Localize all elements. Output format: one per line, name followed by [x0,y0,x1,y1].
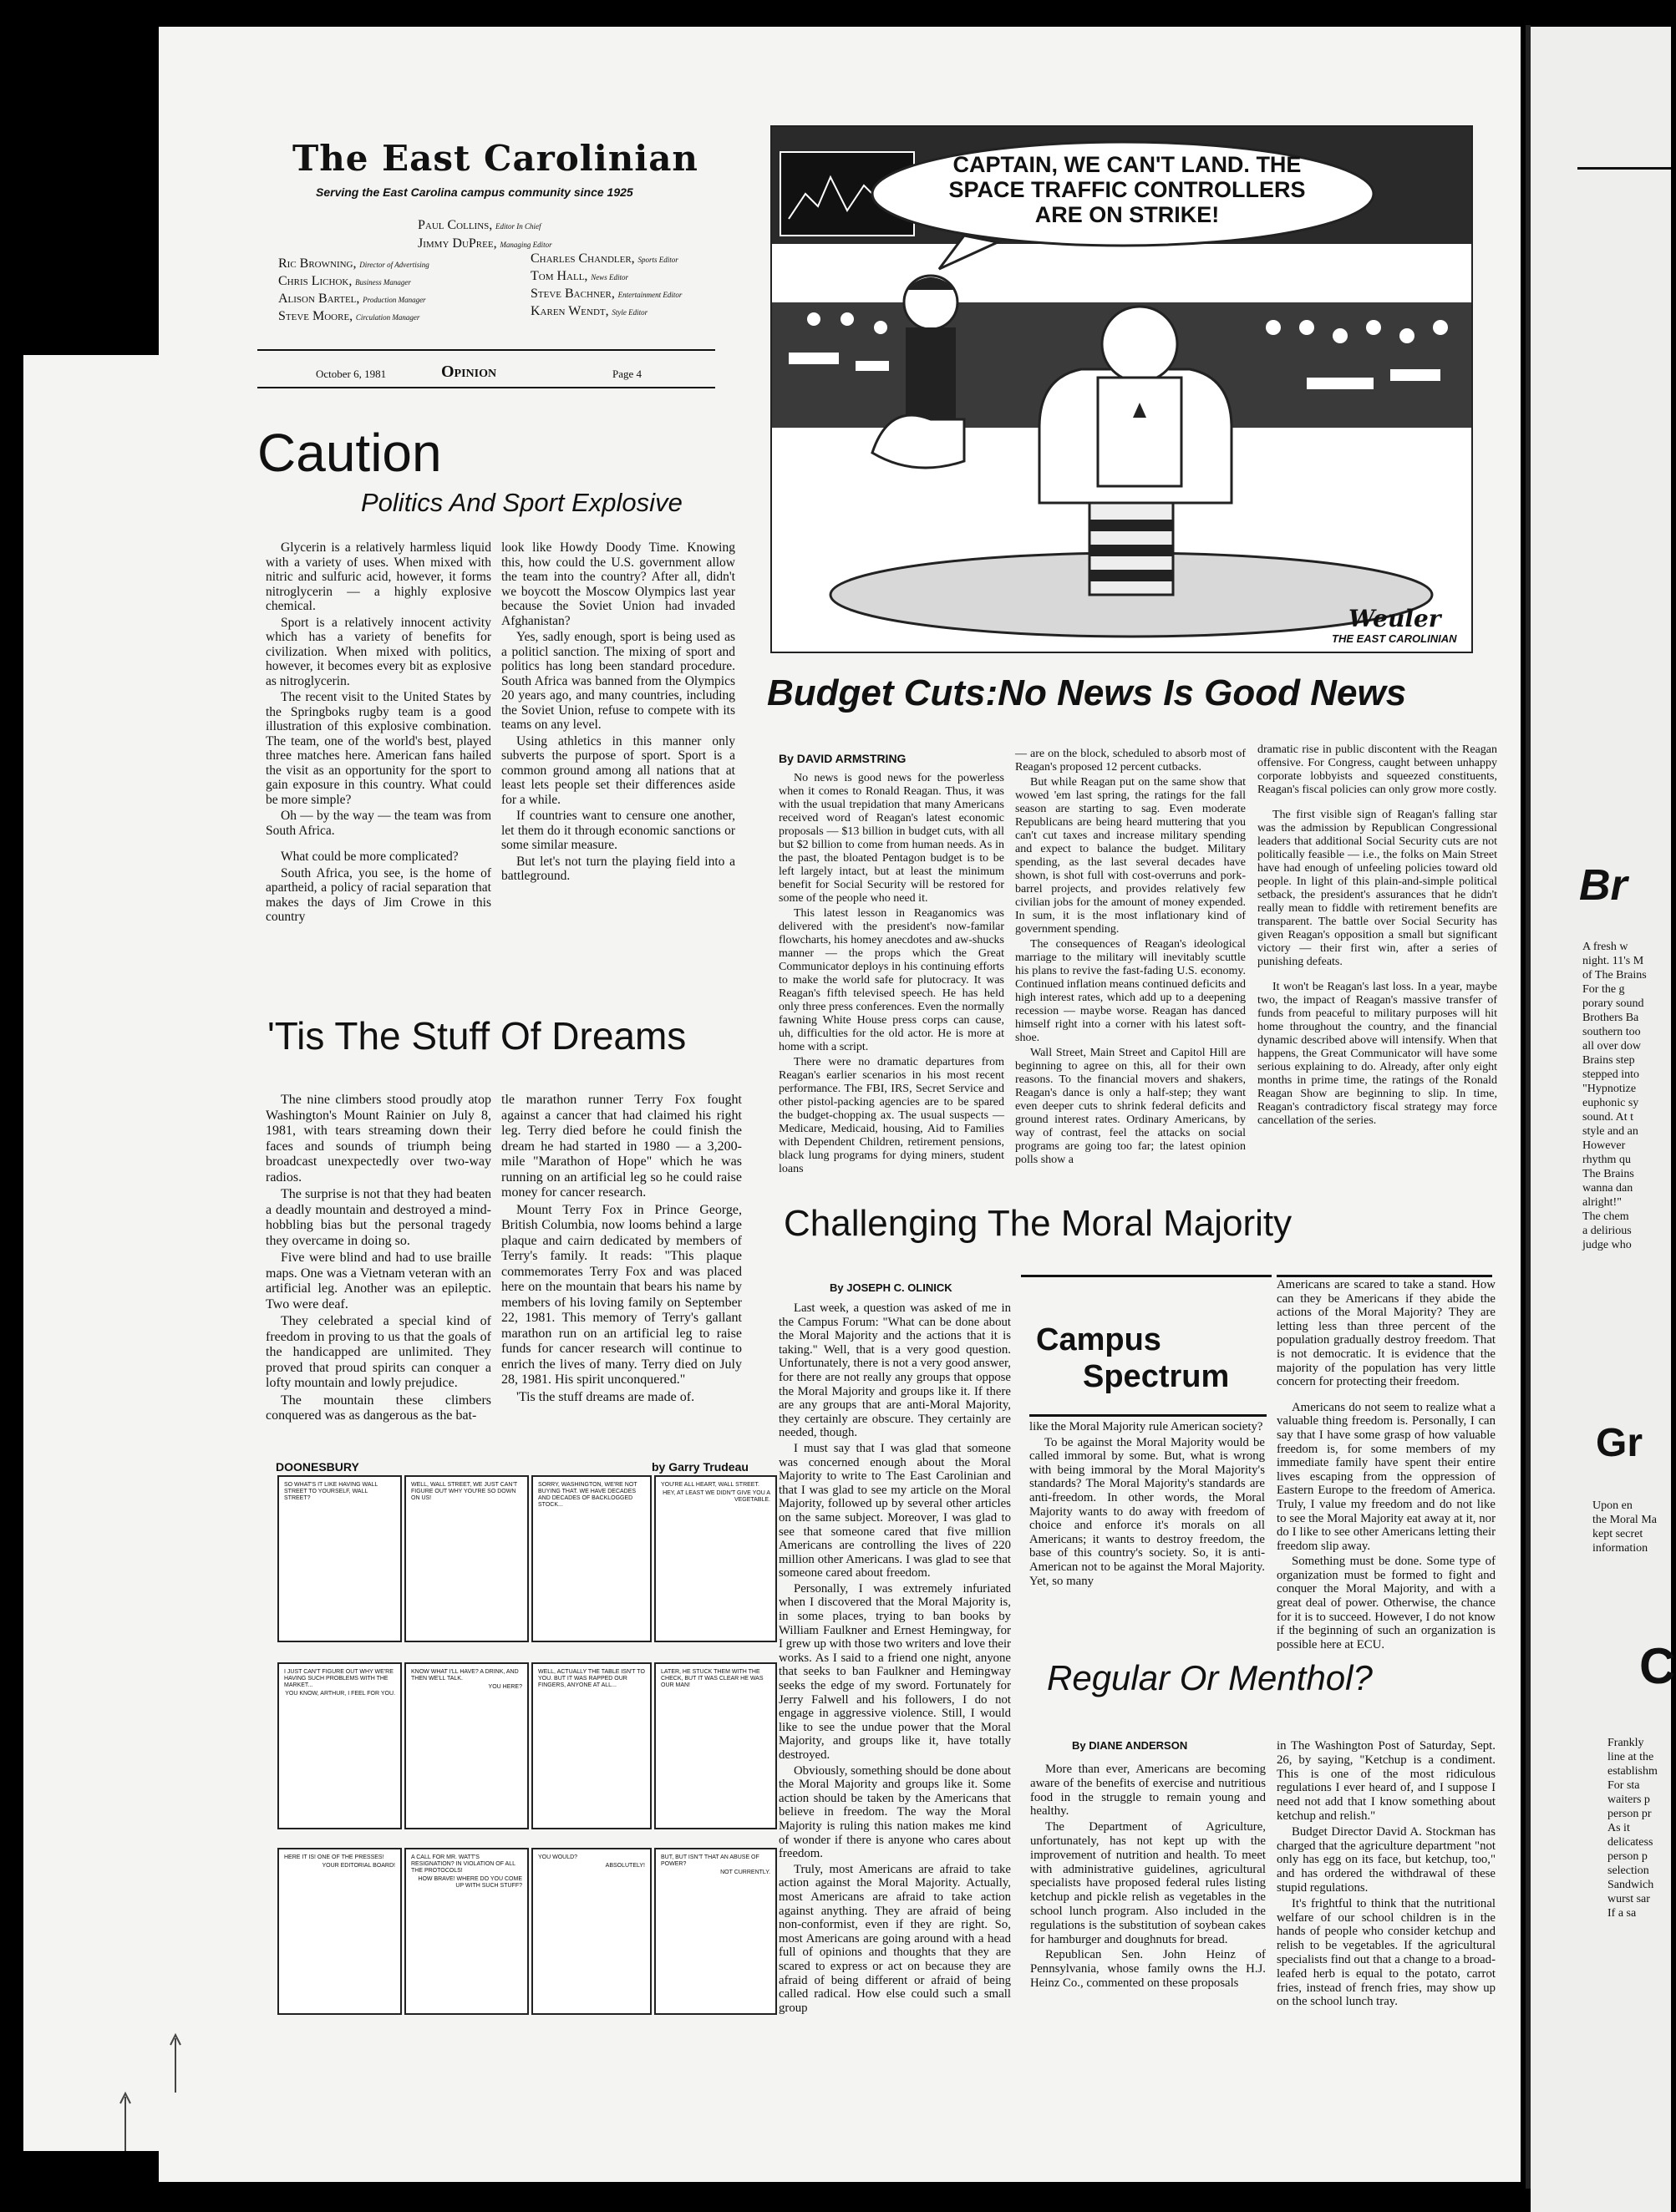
editorial-cartoon [770,125,1473,653]
cartoon-signature: Weuler [1348,605,1441,632]
moral-col-2: like the Moral Majority rule American society? To be against the Moral Majority would be called immoral by some. But, what is wrong with being immoral by the Moral Majority's standards? The Moral Majority's standards are anti-freedom. In other words, the Moral Majority wants to do away with freedom of choice and enforce it's morals on all Americans; it wants to destroy freedom, the base of this country's society. So, it is anti-American not to be against the Moral Majority. Yet, so many [1029,1420,1265,1588]
next-fragments-2: Upon en the Moral Ma kept secret information [1592,1499,1657,1555]
next-headline-2: Gr [1596,1421,1643,1465]
editor-chief: Paul Collins, Editor In Chief [418,218,541,232]
caution-col-1: Glycerin is a relatively harmless liquid with a variety of uses. When mixed with nitric and sulfuric acid, however, it forms nitroglycerin — a highly explosive chemical. Sport is a relatively innocent activity which has a variety of benefits for civilization. When mixed with politics, however, it becomes every bit as explosive as nitroglycerin. The recent visit to the United States by the Springboks rugby team is a good illustration of this explosive combination. The team, one of the world's best, played three matches here. American fans hailed the visit as an opportunity for the sport to gain exposure in this country. What could be more simple? Oh — by the way — the team was from South Africa. What could be more complicated? South Africa, you see, is the home of apartheid, a policy of racial separation that makes the days of Jim Crowe in this country [266,540,491,924]
strip2-panel: KNOW WHAT I'LL HAVE? A DRINK, AND THEN WE'LL TALK. YOU HERE? [404,1662,529,1829]
strip2-panel: LATER, HE STUCK THEM WITH THE CHECK, BUT IT WAS CLEAR HE WAS OUR MAN! [654,1662,777,1829]
next-fragments-3: Frankly line at the establishm For sta waiters p person pr As it delicatess person p selection Sandwich wurst sar If a sa [1607,1737,1658,1920]
menthol-title: Regular Or Menthol? [1047,1658,1373,1697]
menthol-col-2: in The Washington Post of Saturday, Sept. 26, by saying, "Ketchup is a condiment. This is one of the most ridiculous regulations I ever heard of, and I suppose I need not add that I know something about ketchup and relish." Budget Director David A. Stockman has charged that the agriculture department "not only has egg on its face, but ketchup, too," and has ordered the withdrawal of these stupid regulations. It's frightful to think that the nutritional welfare of our school children is in the hands of people who consider ketchup and relish to be vegetables. If the agricultural specialists find out that a change to a broad-leafed herb is equal to the potato, carrot fries, instead of french fries, may show up on the school lunch tray. [1277,1739,1496,2009]
arrow-up-icon [159,2030,192,2097]
strip3-panel: BUT, BUT ISN'T THAT AN ABUSE OF POWER? NOT CURRENTLY. [654,1848,777,2015]
strip3-panel: A CALL FOR MR. WATT'S RESIGNATION? IN VIOLATION OF ALL THE PROTOCOLS! HOW BRAVE! WHERE DO YOU COME UP WITH SUCH STUFF? [404,1848,529,2015]
caution-col-2: look like Howdy Doody Time. Knowing this, how could the U.S. government allow the team into the country? After all, didn't we boycott the Moscow Olympics last year because the Soviet Union had invaded Afghanistan? Yes, sadly enough, sport is being used as a politicl sanction. The mixing of sport and politics has long been standard procedure. South Africa was banned from the Olympics 20 years ago, and many countries, including the Soviet Union, refuse to compete with its teams on any level. Using athletics in this manner only subverts the purpose of sport. Sport is a common ground among all nations that at least lets people set their differences aside for a while. If countries want to censure one another, let them do it through economic sanctions or some similar measure. But let's not turn the playing field into a battleground. [501,540,735,883]
strip1-panel: SORRY, WASHINGTON, WE'RE NOT BUYING THAT. WE HAVE DECADES AND DECADES OF BACKLOGGED STOCK... [531,1475,652,1642]
moral-col-1: Last week, a question was asked of me in the Campus Forum: "What can be done about the Moral Majority and the actions that it is taking." Well, that is a very good question. Unfortunately, there is not a very good answer, for there are not really any groups that oppose the Moral Majority and groups like it. If there are any groups that are anti-Moral Majority, they certainly are obscure. They certainly are needed, though. I must say that I was glad that someone was concerned enough about the Moral Majority to write to The East Carolinian and that I was glad to see my article on the Moral Majority, followed up by several other articles on the same subject. Moreover, I was glad to see that someone cared that five million Americans are controlling the lives of 220 million other Americans. I was glad to see that someone cared about freedom. Personally, I was extremely infuriated when I discovered that the Moral Majority is, in some places, trying to ban books by William Faulkner and Ernest Hemingway, for I grew up with those two writers and love their works. As I said to a friend one night, anyone that seeks to ban Faulkner and Hemingway seeks the edge of my sword. Fortunately for Jerry Falwell and his followers, I do not engage in aggressive violence. Still, I would like to see the undue power that the Moral Majority, and groups like it, have totally destroyed. Obviously, something should be done about the Moral Majority and groups like it. Some action should be taken by the Americans that believe in freedom. The way the Moral Majority is ruling this nation makes me kind of wonder if there is anyone who cares about freedom. Truly, most Americans are afraid to take action against the Moral Majority. Actually, most Americans are afraid to take action against anything. They are afraid of being non-conformist, even if they are right. So, most Americans are going around with a head full of opinions and thoughts that they are scared to express or act on because they are afraid of being different or afraid of being called radical. How else could such a small group [779,1301,1011,2015]
masthead-rule-bottom [257,387,715,388]
campus-spectrum-label: Campus Spectrum [1036,1322,1230,1394]
dreams-col-2: tle marathon runner Terry Fox fought against a cancer that had claimed his right leg. Terry died before he could finish the dream he had started in 1980 — a 3,200-mile "Marathon of Hope" which he was running on an artificial leg so he could raise money for cancer research. Mount Terry Fox in Prince George, British Columbia, now looms behind a large plaque and cairn dedicated by members of Terry's family. It reads: "This plaque commemorates Terry Fox and was placed here on the mountain that bears his name by members of his loving family on September 22, 1981. This memory of Terry's gallant marathon run on an artificial leg to raise funds for cancer research will continue to enrich the lives of many. Terry died on July 28, 1981. His spirit unconquered." 'Tis the stuff dreams are made of. [501,1093,742,1404]
budget-col-2: — are on the block, scheduled to absorb most of Reagan's proposed 12 percent cutbacks. But while Reagan put on the same show that wowed 'em last spring, the ratings for the fall season are starting to sag. Even moderate Republicans are being heard muttering that you can't cut taxes and increase military spending and expect to balance the budget. Military spending, as the last several decades have shown, is shot full with cost-overruns and pork-barrel projects, and provides relatively few civilian jobs for the amount of money expended. In sum, it is the most inflationary kind of government spending. The consequences of Reagan's ideological marriage to the military will inevitably scuttle his plans to revive the fast-fading U.S. economy. Continued inflation means continued deficits and high interest rates, which add up to a deepening recession — maybe worse. Reagan has danced himself right into a corner with his latest soft-shoe. Wall Street, Main Street and Capitol Hill are beginning to agree on this, all for their own reasons. To the financial movers and shakers, Reagan's dance is only a half-step; they want even deeper cuts to shrink federal deficits and ground interest rates. Ordinary Americans, by way of contrast, feel the attacks on social programs are going too far; the latest opinion polls show a [1015,748,1246,1166]
dreams-title: 'Tis The Stuff Of Dreams [267,1014,687,1058]
budget-title: Budget Cuts:No News Is Good News [767,672,1407,713]
next-headline-1: Br [1579,861,1628,910]
dreams-col-1: The nine climbers stood proudly atop Washington's Mount Rainier on July 8, 1981, with tears streaming down their faces and sounds of triumph being broadcast unexpectedly over two-way radios. The surprise is not that they had beaten a deadly mountain and destroyed a mind-hobbling bias but the personal tragedy they overcame in doing so. Five were blind and had to use braille maps. One was a Vietnam veteran with an artificial leg. Another was an epileptic. Two were deaf. They celebrated a special kind of freedom in proving to us that the goals of the handicapped are unlimited. They proved that proud spirits can conquer a lofty mountain and lowly prejudice. The mountain these climbers conquered was as dangerous as the bat- [266,1093,491,1423]
masthead-rule-top [257,349,715,351]
doonesbury-strip-3 [277,1848,777,2015]
arrow-up-icon [109,2088,142,2155]
strip1-panel: YOU'RE ALL HEART, WALL STREET. HEY, AT LEAST WE DIDN'T GIVE YOU A VEGETABLE. [654,1475,777,1642]
strip3-panel: HERE IT IS! ONE OF THE PRESSES! YOUR EDITORIAL BOARD! [277,1848,402,2015]
moral-rule-right [1277,1275,1492,1277]
next-fragments-1: A fresh w night. 11's M of The Brains For the g porary sound Brothers Ba southern too all over dow Brains step stepped into "Hypnotize euphonic sy sound. At t style and an However rhythm qu The Brains wanna dan alright!" The chem a delirious judge who [1582,941,1647,1251]
moral-title: Challenging The Moral Majority [784,1203,1293,1244]
managing-editor: Jimmy DuPree, Managing Editor [418,236,552,251]
menthol-byline: By DIANE ANDERSON [1072,1739,1188,1752]
budget-byline: By DAVID ARMSTRING [779,752,907,765]
page-sheet-left [23,355,190,2151]
doonesbury-label: DOONESBURY [276,1460,359,1474]
strip2-panel: WELL, ACTUALLY THE TABLE ISN'T TO YOU. BUT IT WAS RAPPED OUR FINGERS, ANYONE AT ALL... [531,1662,652,1829]
staff-right: Charles Chandler, Sports Editor Tom Hall, News Editor Steve Bachner, Entertainment Editor Karen Wendt, Style Editor [531,251,683,318]
moral-rule [1021,1275,1272,1277]
budget-col-3: dramatic rise in public discontent with the Reagan offensive. For Congress, caught between unhappy corporate lobbyists and squeezed constituents, Reagan's fiscal policies can only grow more costly. The first visible sign of Reagan's falling star was the admission by Republican Congressional leaders that additional Social Security cuts are not politically feasible — i.e., the folks on Main Street have had enough of unfeeling policies toward old people. In light of this plain-and-simple political setback, the president's assurances that he didn't really mean to fiddle with retirement benefits are transparent. The battle over Social Security has given Reagan's opposition a small but significant victory — their first win, after a series of punishing defeats. It won't be Reagan's last loss. In a year, maybe two, the impact of Reagan's massive transfer of funds from peaceful to military purposes will hit home throughout the country, and the financial dynamic described above will intensify. When that happens, the Great Communicator will have some serious explaining to do. Already, after only eight months in prime time, the ratings of the Ronald Reagan Show are beginning to slip. In time, Reagan's contradictory fiscal strategy may force cancellation of the series. [1257,743,1497,1127]
doonesbury-strip-2 [277,1662,777,1829]
cartoon-speech: CAPTAIN, WE CAN'T LAND. THE SPACE TRAFFIC CONTROLLERS ARE ON STRIKE! [948,152,1306,227]
masthead-tagline: Serving the East Carolina campus community since 1925 [316,185,633,199]
moral-col-3: Americans are scared to take a stand. How can they be Americans if they abide the actions of the Moral Majority? They are letting less than three percent of the population gradually destroy freedom. That is not democratic. It is evidence that the majority of the population has very little concern for protecting their freedom. Americans do not seem to realize what a valuable thing freedom is. Personally, I can say that I have some grasp of how valuable freedom is, for some members of my immediate family have spent their entire lives escaping from the oppression of Eastern Europe to the freedom of America. Truly, I value my freedom and do not like to see the Moral Majority eat away at it, nor do I like to see other Americans letting their freedom slip away. Something must be done. Some type of organization must be formed to fight and conquer the Moral Majority, and with a great deal of power. Otherwise, the chance for it is to succeed. However, I do not know if the beginning of such an organization is possible here at ECU. [1277,1278,1496,1651]
next-page-fragment [1531,0,1676,2212]
caution-subtitle: Politics And Sport Explosive [361,488,683,517]
strip2-panel: I JUST CAN'T FIGURE OUT WHY WE'RE HAVING SUCH PROBLEMS WITH THE MARKET... YOU KNOW, ARTHUR, I FEEL FOR YOU. [277,1662,402,1829]
issue-date: October 6, 1981 [316,368,387,380]
strip1-panel: SO WHAT'S IT LIKE HAVING WALL STREET TO YOURSELF, WALL STREET? [277,1475,402,1642]
cartoon-credit: THE EAST CAROLINIAN [1332,632,1457,645]
caution-title: Caution [257,423,442,483]
next-headline-3: C [1639,1638,1676,1694]
strip1-panel: WELL, WALL STREET, WE JUST CAN'T FIGURE OUT WHY YOU'RE SO DOWN ON US! [404,1475,529,1642]
moral-byline: By JOSEPH C. OLINICK [830,1281,952,1294]
section-name: Opinion [441,363,497,381]
doonesbury-author: by Garry Trudeau [652,1460,749,1474]
next-page-rule [1577,167,1671,170]
masthead-title: The East Carolinian [292,138,698,179]
page-number: Page 4 [612,368,642,380]
staff-left: Ric Browning, Director of Advertising Chris Lichok, Business Manager Alison Bartel, Production Manager Steve Moore, Circulation Manager [278,256,429,323]
strip3-panel: YOU WOULD? ABSOLUTELY! [531,1848,652,2015]
menthol-col-1: More than ever, Americans are becoming aware of the benefits of exercise and nutritious food in the struggle to remain young and healthy. The Department of Agriculture, unfortunately, has not kept up with the improvement of nutrition and health. To meet with administrative guidelines, agricultural specialists have proposed federal rules listing ketchup and pickle relish as vegetables in the school lunch program. Also included in the regulations is the substitution of soybean cakes for hamburger and doughnuts for bread. Republican Sen. John Heinz of Pennsylvania, whose family owns the H.J. Heinz Co., commented on these proposals [1030,1763,1266,1990]
budget-col-1: No news is good news for the powerless when it comes to Ronald Reagan. Thus, it was with the usual trepidation that many Americans received word of Reagan's latest economic proposals — $13 billion in budget cuts, with all but $2 billion to come from human needs. As in the past, the bloated Pentagon budget is to be left largely intact, but at least the minimum benefit for Social Security will be restored for some of the people who need it. This latest lesson in Reaganomics was delivered with the president's now-familar flowcharts, his homey anecdotes and aw-shucks manner — the props which the Great Communicator deploys in his continuing efforts to make the world safe for plutocracy. It was Reagan's fifth televised speech. He has held only three press conferences. Even the normally fawning White House press corps can cause, uh, difficulties for the old actor. He is more at home with a script. There were no dramatic departures from Reagan's earlier scenarios in his most recent performance. The FBI, IRS, Secret Service and other pistol-packing agencies are to be spared the budget-chopping ax. The usual suspects — Medicare, Medicaid, housing, Aid to Families with Dependent Children, retirement pensions, black lung programs for dying miners, student loans [779,772,1004,1175]
spectrum-rule [1029,1414,1267,1417]
doonesbury-strip-1 [277,1475,777,1642]
